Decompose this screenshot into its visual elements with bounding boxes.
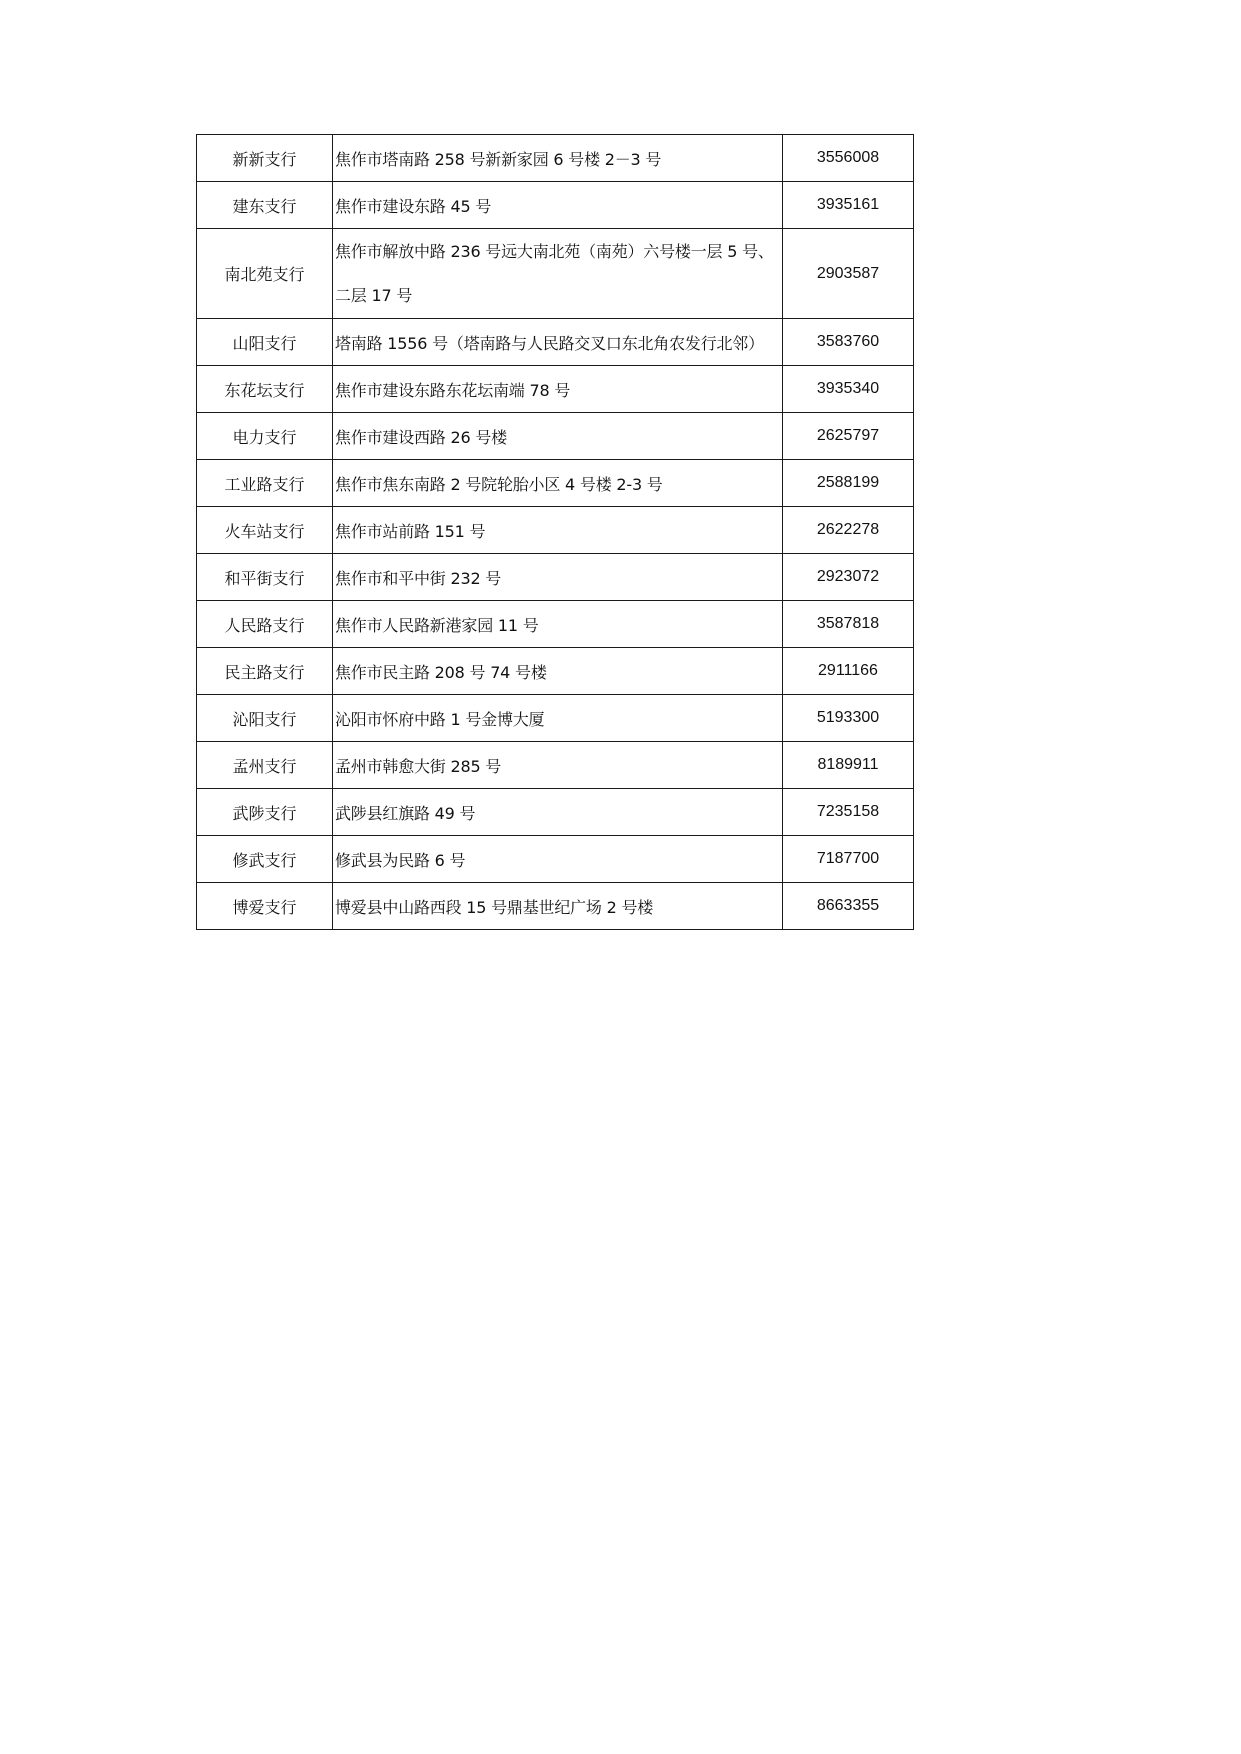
table-row [197, 554, 914, 601]
branch-table [196, 134, 914, 930]
branch-name: 孟州支行 [197, 742, 333, 789]
branch-address: 焦作市人民路新港家园 11 号 [333, 601, 783, 648]
branch-address: 武陟县红旗路 49 号 [333, 789, 783, 836]
branch-phone: 8189911 [783, 742, 914, 789]
table-row [197, 695, 914, 742]
branch-phone: 8663355 [783, 883, 914, 930]
branch-phone: 2903587 [783, 229, 914, 319]
branch-phone: 7235158 [783, 789, 914, 836]
branch-address: 焦作市解放中路 236 号远大南北苑（南苑）六号楼一层 5 号、二层 17 号 [333, 229, 783, 319]
branch-phone: 5193300 [783, 695, 914, 742]
branch-name: 和平街支行 [197, 554, 333, 601]
table-row [197, 648, 914, 695]
table-row [197, 601, 914, 648]
branch-phone: 7187700 [783, 836, 914, 883]
branch-phone: 2588199 [783, 460, 914, 507]
branch-phone: 3587818 [783, 601, 914, 648]
branch-phone: 3935161 [783, 182, 914, 229]
branch-address: 焦作市和平中街 232 号 [333, 554, 783, 601]
branch-name: 修武支行 [197, 836, 333, 883]
branch-phone: 2625797 [783, 413, 914, 460]
branch-address: 塔南路 1556 号（塔南路与人民路交叉口东北角农发行北邻） [333, 319, 783, 366]
table-row [197, 229, 914, 319]
table-row [197, 507, 914, 554]
branch-name: 火车站支行 [197, 507, 333, 554]
branch-phone: 2622278 [783, 507, 914, 554]
branch-name: 博爱支行 [197, 883, 333, 930]
branch-phone: 3583760 [783, 319, 914, 366]
table-row [197, 319, 914, 366]
branch-address: 沁阳市怀府中路 1 号金博大厦 [333, 695, 783, 742]
branch-address: 修武县为民路 6 号 [333, 836, 783, 883]
branch-address: 焦作市建设东路 45 号 [333, 182, 783, 229]
branch-phone: 2923072 [783, 554, 914, 601]
branch-address: 孟州市韩愈大街 285 号 [333, 742, 783, 789]
table-row [197, 135, 914, 182]
branch-address: 焦作市塔南路 258 号新新家园 6 号楼 2－3 号 [333, 135, 783, 182]
table-row [197, 413, 914, 460]
branch-name: 山阳支行 [197, 319, 333, 366]
branch-name: 人民路支行 [197, 601, 333, 648]
branch-address: 焦作市焦东南路 2 号院轮胎小区 4 号楼 2-3 号 [333, 460, 783, 507]
branch-name: 工业路支行 [197, 460, 333, 507]
branch-name: 武陟支行 [197, 789, 333, 836]
branch-address: 焦作市民主路 208 号 74 号楼 [333, 648, 783, 695]
branch-name: 南北苑支行 [197, 229, 333, 319]
branch-address: 博爱县中山路西段 15 号鼎基世纪广场 2 号楼 [333, 883, 783, 930]
table-row [197, 836, 914, 883]
branch-name: 沁阳支行 [197, 695, 333, 742]
table-row [197, 789, 914, 836]
branch-address: 焦作市建设东路东花坛南端 78 号 [333, 366, 783, 413]
table-row [197, 366, 914, 413]
branch-phone: 3556008 [783, 135, 914, 182]
branch-name: 东花坛支行 [197, 366, 333, 413]
branch-name: 新新支行 [197, 135, 333, 182]
branch-phone: 2911166 [783, 648, 914, 695]
table-row [197, 460, 914, 507]
branch-phone: 3935340 [783, 366, 914, 413]
branch-address: 焦作市站前路 151 号 [333, 507, 783, 554]
branch-name: 建东支行 [197, 182, 333, 229]
table-row [197, 742, 914, 789]
table-row [197, 883, 914, 930]
branch-name: 电力支行 [197, 413, 333, 460]
branch-name: 民主路支行 [197, 648, 333, 695]
branch-address: 焦作市建设西路 26 号楼 [333, 413, 783, 460]
table-row [197, 182, 914, 229]
